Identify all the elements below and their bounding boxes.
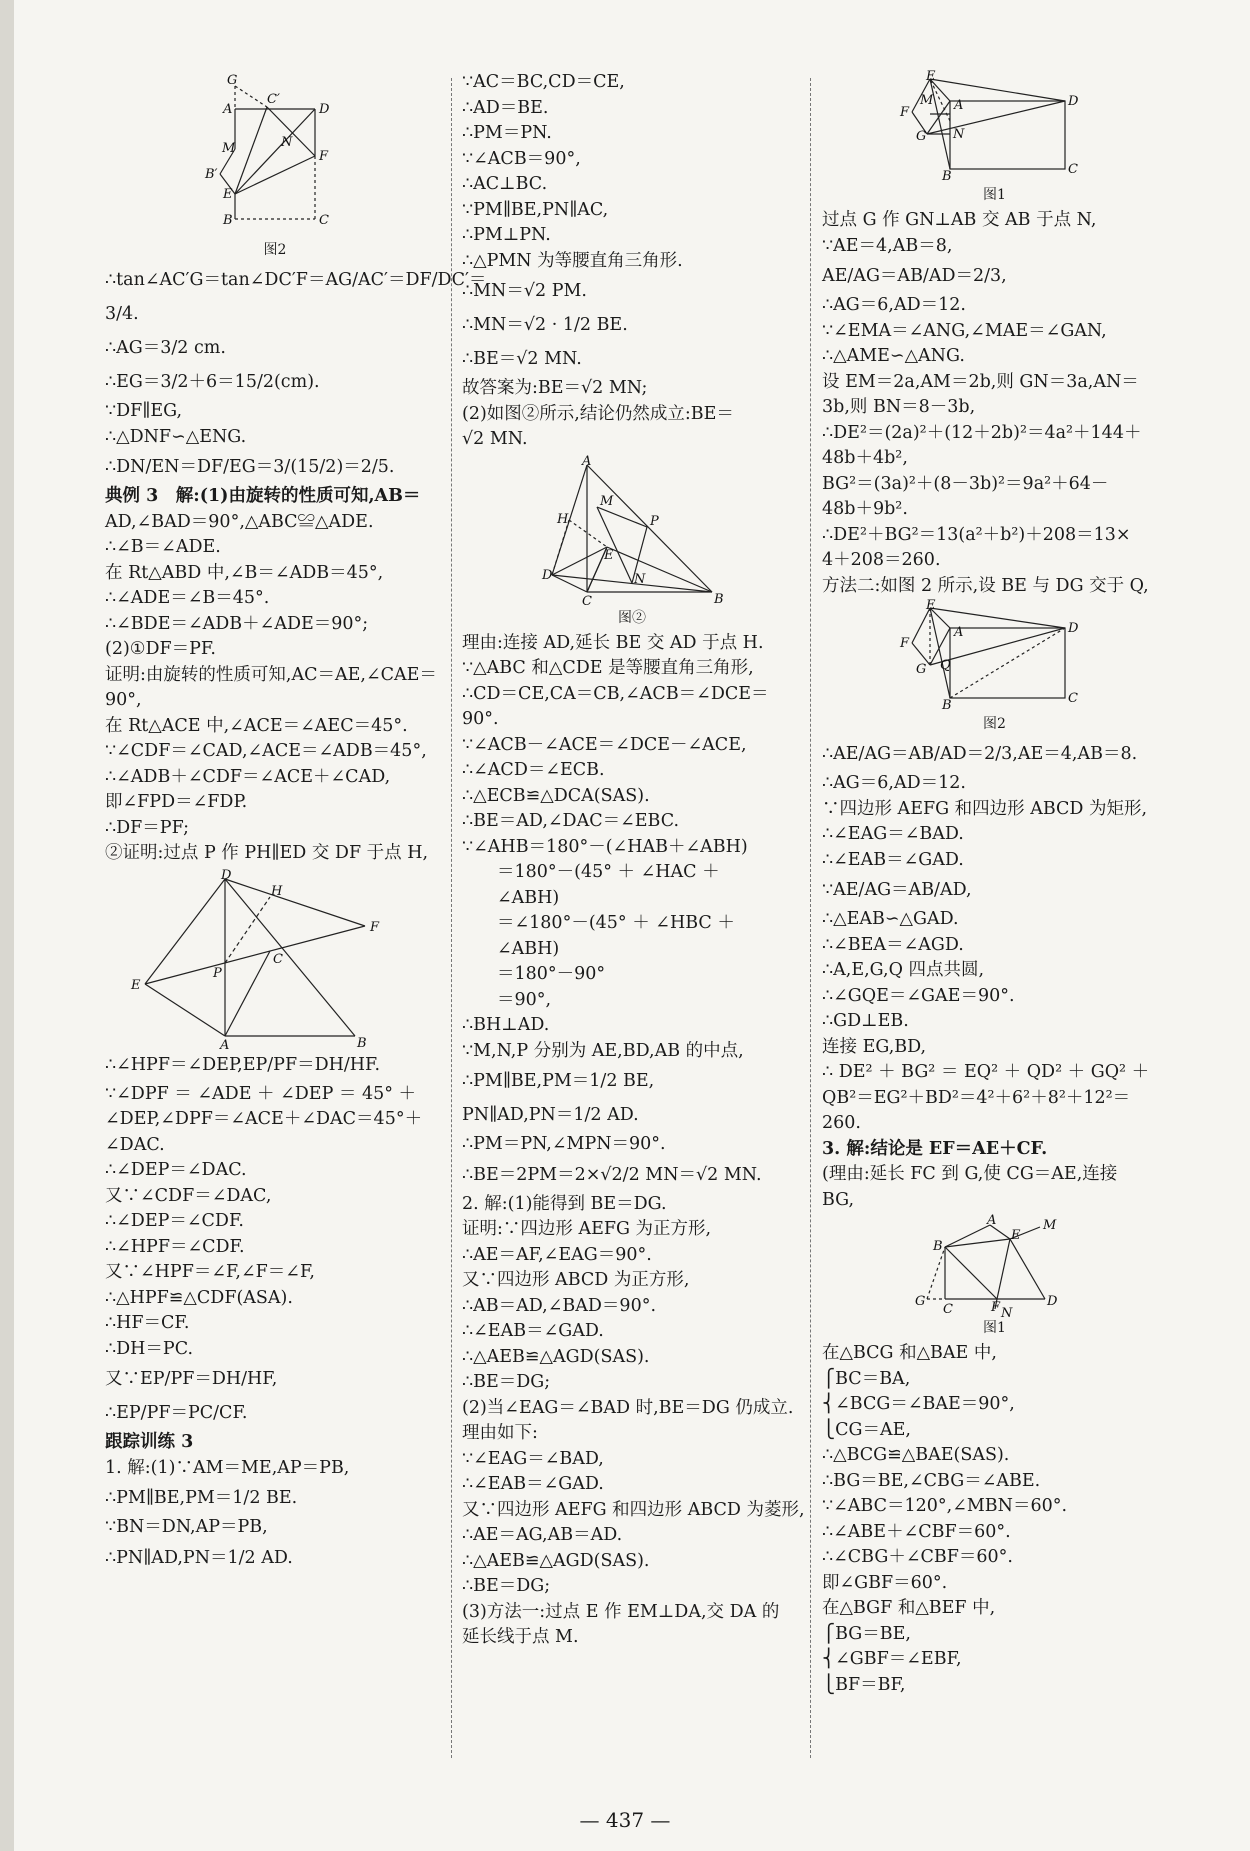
label-N: N — [952, 127, 964, 142]
text-line: 48b＋4b², — [822, 448, 908, 468]
text-line: ∴△DNF∽△ENG. — [105, 426, 247, 447]
page-edge-shadow — [0, 0, 14, 1851]
text-line: (2)当∠EAG＝∠BAD 时,BE＝DG 仍成立. — [462, 1397, 794, 1418]
text-line: ∠ABH) — [462, 887, 560, 908]
label-G: G — [915, 662, 926, 677]
text-line: 又∵∠HPF＝∠F,∠F＝∠F, — [105, 1262, 315, 1282]
text-line: ∴DE²＝(2a)²＋(12＋2b)²＝4a²＋144＋ — [822, 422, 1142, 443]
label-E: E — [131, 977, 141, 993]
figure-caption: 图1 — [983, 187, 1006, 203]
text-line: ＝180°－90° — [462, 964, 606, 984]
text-line: ∴△AME∽△ANG. — [822, 346, 965, 366]
text-line: ＝180°－(45° ＋ ∠HAC ＋ — [462, 862, 720, 882]
text-line: AE/AG＝AB/AD＝2/3, — [822, 266, 1007, 286]
label-D: D — [221, 867, 232, 883]
text-line: ∴A,E,G,Q 四点共圆, — [822, 960, 985, 980]
text-line: ∴DE²＋BG²＝13(a²＋b²)＋208＝13× — [822, 524, 1131, 545]
text-line: ∴△ECB≌△DCA(SAS). — [462, 785, 650, 806]
label-E: E — [925, 69, 935, 84]
text-line: ∵∠ACB＝90°, — [462, 148, 581, 169]
text-line: 方法二:如图 2 所示,设 BE 与 DG 交于 Q, — [822, 575, 1149, 596]
text-line: ∴△PMN 为等腰直角三角形. — [462, 250, 683, 271]
text-line: 3. 解:结论是 EF＝AE＋CF. — [822, 1138, 1048, 1159]
text-line: 又∵四边形 AEFG 和四边形 ABCD 为菱形, — [462, 1499, 805, 1520]
label-B: B — [357, 1035, 367, 1051]
text-line: 48b＋9b². — [822, 499, 908, 519]
label-F: F — [990, 1300, 1000, 1315]
text-line: ∴∠ACD＝∠ECB. — [462, 760, 605, 780]
label-C-prime: C′ — [267, 92, 280, 107]
label-M: M — [600, 493, 614, 509]
text-line: 1. 解:(1)∵AM＝ME,AP＝PB, — [105, 1457, 350, 1478]
text-line: ∴BE＝√2 MN. — [462, 349, 582, 369]
text-line: ∵DF∥EG, — [105, 401, 183, 421]
text-line: ∴∠DEP＝∠DAC. — [105, 1160, 247, 1180]
label-G: G — [227, 73, 238, 88]
label-C: C — [319, 213, 329, 228]
text-line: ∠DEP,∠DPF＝∠ACE＋∠DAC＝45°＋ — [105, 1109, 423, 1129]
text-line: 又∵EP/PF＝DH/HF, — [105, 1369, 278, 1389]
figure-2-left — [205, 74, 345, 239]
text-line: ∵∠CDF＝∠CAD,∠ACE＝∠ADB＝45°, — [105, 741, 427, 761]
text-line: PN∥AD,PN＝1/2 AD. — [462, 1105, 639, 1125]
label-M: M — [919, 93, 933, 108]
text-line: 过点 G 作 GN⊥AB 交 AB 于点 N, — [822, 210, 1097, 230]
label-E: E — [604, 547, 614, 563]
label-A: A — [986, 1213, 996, 1228]
label-N: N — [634, 571, 646, 587]
text-line: 理由:连接 AD,延长 BE 交 AD 于点 H. — [462, 632, 764, 653]
figure-1-right — [899, 69, 1090, 184]
label-P: P — [650, 513, 659, 529]
text-line: ∴BE＝DG; — [462, 1372, 551, 1392]
text-line: ∴AE＝AF,∠EAG＝90°. — [462, 1244, 652, 1265]
text-line: ∠DAC. — [105, 1134, 165, 1155]
text-line: ∠ABH) — [462, 938, 560, 959]
text-line: AD,∠BAD＝90°,△ABC≌△ADE. — [105, 511, 374, 532]
label-A: A — [223, 102, 233, 117]
label-E: E — [925, 598, 935, 613]
text-line: ∴AG＝6,AD＝12. — [822, 773, 966, 793]
text-line: 3b,则 BN＝8－3b, — [822, 397, 976, 417]
text-line: ∴△EAB∽△GAD. — [822, 909, 959, 929]
label-B: B — [932, 1239, 943, 1254]
text-line: ∴∠HPF＝∠DEP,EP/PF＝DH/HF. — [105, 1054, 381, 1075]
text-line: ⎧BG＝BE, — [822, 1623, 911, 1644]
text-line: ⎨∠GBF＝∠EBF, — [822, 1649, 962, 1669]
text-line: 90°, — [105, 690, 142, 710]
text-line: 在 Rt△ACE 中,∠ACE＝∠AEC＝45°. — [105, 715, 408, 736]
text-line: ∴tan∠AC′G＝tan∠DC′F＝AG/AC′＝DF/DC′＝ — [105, 270, 487, 290]
text-line: ∵∠ACB－∠ACE＝∠DCE－∠ACE, — [462, 734, 747, 755]
label-B: B — [941, 169, 952, 184]
label-D: D — [542, 567, 553, 583]
figure-caption: 图1 — [983, 1320, 1006, 1336]
text-line: 在△BCG 和△BAE 中, — [822, 1343, 997, 1363]
label-D: D — [1067, 94, 1078, 109]
text-line: ⎨∠BCG＝∠BAE＝90°, — [822, 1394, 1015, 1414]
text-line: ∴DN/EN＝DF/EG＝3/(15/2)＝2/5. — [105, 457, 395, 477]
text-line: (2)如图②所示,结论仍然成立:BE＝ — [462, 403, 734, 424]
text-line: 即∠GBF＝60°. — [822, 1572, 948, 1593]
text-line: 连接 EG,BD, — [822, 1036, 927, 1057]
text-line: 在 Rt△ABD 中,∠B＝∠ADB＝45°, — [105, 562, 384, 583]
text-line: ⎩BF＝BF, — [822, 1674, 906, 1695]
label-A: A — [953, 625, 963, 640]
label-E: E — [223, 187, 233, 202]
text-line: ∴PN∥AD,PN＝1/2 AD. — [105, 1547, 293, 1568]
text-line: ∵AE＝4,AB＝8, — [822, 235, 953, 256]
text-line: ∵∠AHB＝180°－(∠HAB＋∠ABH) — [462, 836, 748, 857]
text-line: ＝90°, — [462, 989, 552, 1010]
text-line: ∴PM⊥PN. — [462, 225, 551, 245]
text-line: ∵BN＝DN,AP＝PB, — [105, 1517, 268, 1537]
label-D: D — [1046, 1294, 1057, 1309]
label-F: F — [370, 919, 380, 935]
text-line: ∴∠EAG＝∠BAD. — [822, 824, 964, 844]
figure-caption: 图2 — [983, 716, 1006, 732]
text-line: 4＋208＝260. — [822, 550, 941, 570]
text-line: ∴∠HPF＝∠CDF. — [105, 1236, 245, 1257]
text-line: ∴BE＝AD,∠DAC＝∠EBC. — [462, 811, 680, 831]
text-line: ＝∠180°－(45° ＋ ∠HBC ＋ — [462, 913, 735, 933]
label-C: C — [273, 951, 283, 967]
figure-caption: 图② — [618, 609, 646, 626]
text-line: BG, — [822, 1189, 855, 1210]
figure-1-bottom — [905, 1213, 1085, 1321]
column-1 — [105, 70, 487, 1575]
label-H: H — [271, 883, 283, 899]
text-line: 即∠FPD＝∠FDP. — [105, 792, 248, 812]
label-C: C — [1067, 691, 1078, 706]
text-line: ∴AB＝AD,∠BAD＝90°. — [462, 1295, 657, 1316]
text-line: ∴AE＝AG,AB＝AD. — [462, 1525, 623, 1545]
text-line: ∴BE＝DG; — [462, 1576, 551, 1596]
text-line: (2)①DF＝PF. — [105, 639, 216, 659]
label-A: A — [953, 98, 963, 113]
label-B-prime: B′ — [205, 167, 218, 182]
text-line: ∴CD＝CE,CA＝CB,∠ACB＝∠DCE＝ — [462, 683, 769, 704]
text-line: 3/4. — [105, 304, 139, 324]
text-line: ∴PM∥BE,PM＝1/2 BE. — [105, 1488, 298, 1508]
text-line: ∵AC＝BC,CD＝CE, — [462, 72, 625, 92]
text-line: ∴AD＝BE. — [462, 97, 549, 118]
text-line: ∴ DE² ＋ BG² ＝ EQ² ＋ QD² ＋ GQ² ＋ — [822, 1062, 1150, 1082]
figure-caption: 图2 — [263, 242, 287, 258]
text-line: BG²＝(3a)²＋(8－3b)²＝9a²＋64－ — [822, 473, 1109, 494]
label-H: H — [557, 511, 569, 527]
text-line: 证明:∵四边形 AEFG 为正方形, — [462, 1219, 712, 1239]
text-line: ∴△AEB≌△AGD(SAS). — [462, 1346, 650, 1367]
page-number: — 437 — — [579, 1808, 671, 1832]
text-line: ∴GD⊥EB. — [822, 1011, 909, 1031]
text-line: 故答案为:BE＝√2 MN; — [462, 378, 648, 398]
text-line: ∴AC⊥BC. — [462, 174, 548, 194]
example-heading: 典例 3 解:(1)由旋转的性质可知,AB＝ — [105, 486, 421, 506]
text-line: 260. — [822, 1113, 861, 1133]
text-line: ∴∠B＝∠ADE. — [105, 537, 221, 557]
label-N: N — [281, 135, 293, 150]
text-line: ∵PM∥BE,PN∥AC, — [462, 199, 609, 220]
label-N: N — [1000, 1306, 1012, 1321]
label-B: B — [941, 698, 952, 713]
label-C: C — [1067, 162, 1078, 177]
text-line: ∵∠EMA＝∠ANG,∠MAE＝∠GAN, — [822, 320, 1107, 341]
text-line: ∴∠EAB＝∠GAD. — [462, 1321, 604, 1341]
text-line: ∴PM＝PN. — [462, 123, 552, 143]
text-line: ∴PM∥BE,PM＝1/2 BE, — [462, 1071, 655, 1091]
text-line: ∴PM＝PN,∠MPN＝90°. — [462, 1134, 666, 1154]
label-A: A — [220, 1037, 230, 1053]
text-line: ∴△AEB≌△AGD(SAS). — [462, 1550, 650, 1571]
text-line: ∵四边形 AEFG 和四边形 ABCD 为矩形, — [822, 798, 1148, 819]
text-line: ∴AG＝6,AD＝12. — [822, 295, 966, 315]
label-P: P — [213, 965, 222, 981]
label-C: C — [942, 1302, 953, 1317]
text-line: ∴AE/AG＝AB/AD＝2/3,AE＝4,AB＝8. — [822, 744, 1138, 764]
text-line: 又∵∠CDF＝∠DAC, — [105, 1185, 272, 1206]
figure-triangle-pe — [125, 867, 425, 1053]
figure-2-circled — [542, 453, 724, 609]
label-F: F — [899, 636, 909, 651]
text-line: (理由:延长 FC 到 G,使 CG＝AE,连接 — [822, 1164, 1118, 1184]
text-line: ∵M,N,P 分别为 AE,BD,AB 的中点, — [462, 1040, 744, 1061]
text-line: ∴∠ADE＝∠B＝45°. — [105, 588, 270, 608]
text-line: ∴∠ADB＋∠CDF＝∠ACE＋∠CAD, — [105, 766, 391, 787]
text-line: ∴BG＝BE,∠CBG＝∠ABE. — [822, 1470, 1041, 1491]
text-line: ∴∠DEP＝∠CDF. — [105, 1211, 244, 1231]
text-line: ∴∠EAB＝∠GAD. — [462, 1474, 604, 1494]
text-line: ∵∠DPF ＝ ∠ADE ＋ ∠DEP ＝ 45° ＋ — [105, 1083, 417, 1104]
label-A: A — [582, 453, 592, 469]
text-line: ∵∠ABC＝120°,∠MBN＝60°. — [822, 1496, 1068, 1516]
label-D: D — [319, 102, 330, 117]
column-divider — [810, 78, 811, 1758]
text-line: ∴△BCG≌△BAE(SAS). — [822, 1445, 1010, 1465]
label-G: G — [915, 129, 926, 144]
text-line: ∴EP/PF＝PC/CF. — [105, 1403, 248, 1423]
text-line: √2 MN. — [462, 429, 528, 449]
text-line: ∵AE/AG＝AB/AD, — [822, 880, 972, 900]
label-B: B — [714, 591, 724, 607]
practice-heading: 跟踪训练 3 — [105, 1432, 194, 1452]
text-line: ∴AG＝3/2 cm. — [105, 338, 226, 358]
column-divider — [451, 78, 452, 1758]
text-line: ∴DF＝PF; — [105, 817, 189, 838]
text-line: 证明:由旋转的性质可知,AC＝AE,∠CAE＝ — [105, 664, 437, 685]
text-line: 设 EM＝2a,AM＝2b,则 GN＝3a,AN＝ — [822, 371, 1139, 392]
text-line: ∴MN＝√2 PM. — [462, 281, 587, 301]
label-M: M — [222, 141, 236, 156]
text-line: 90°. — [462, 709, 499, 729]
text-line: ∴HF＝CF. — [105, 1313, 190, 1333]
column-2 — [462, 70, 805, 1651]
text-line: (3)方法一:过点 E 作 EM⊥DA,交 DA 的 — [462, 1601, 780, 1622]
text-line: ∵△ABC 和△CDE 是等腰直角三角形, — [462, 658, 754, 678]
text-line: 2. 解:(1)能得到 BE＝DG. — [462, 1193, 667, 1214]
text-line: ∴BH⊥AD. — [462, 1015, 550, 1035]
text-line: 理由如下: — [462, 1423, 538, 1443]
label-B: B — [223, 213, 233, 228]
label-Q: Q — [939, 658, 951, 673]
column-3 — [822, 70, 1167, 1698]
label-E: E — [1010, 1228, 1020, 1243]
label-F: F — [319, 149, 329, 164]
text-line: ∴△HPF≌△CDF(ASA). — [105, 1287, 293, 1308]
text-line: QB²＝EG²＋BD²＝4²＋6²＋8²＋12²＝ — [822, 1087, 1131, 1108]
text-line: ⎩CG＝AE, — [822, 1419, 911, 1440]
text-line: ②证明:过点 P 作 PH∥ED 交 DF 于点 H, — [105, 843, 429, 863]
text-line: ∵∠EAG＝∠BAD, — [462, 1448, 604, 1469]
text-line: ∴BE＝2PM＝2×√2/2 MN＝√2 MN. — [462, 1164, 762, 1185]
text-line: 在△BGF 和△BEF 中, — [822, 1598, 996, 1618]
label-D: D — [1067, 621, 1078, 636]
text-line: 延长线于点 M. — [462, 1627, 579, 1647]
text-line: ∴∠CBG＋∠CBF＝60°. — [822, 1547, 1013, 1567]
text-line: ∴∠BDE＝∠ADB＋∠ADE＝90°; — [105, 613, 369, 634]
label-C: C — [582, 593, 592, 609]
text-line: 又∵四边形 ABCD 为正方形, — [462, 1270, 690, 1290]
text-line: ∴MN＝√2 · 1/2 BE. — [462, 315, 628, 335]
text-line: ∴DH＝PC. — [105, 1338, 194, 1359]
text-line: ∴∠GQE＝∠GAE＝90°. — [822, 985, 1015, 1006]
text-line: ∴EG＝3/2＋6＝15/2(cm). — [105, 372, 320, 392]
label-F: F — [899, 105, 909, 120]
text-line: ∴∠ABE＋∠CBF＝60°. — [822, 1521, 1011, 1542]
text-line: ∴∠BEA＝∠AGD. — [822, 934, 964, 955]
label-M: M — [1042, 1218, 1056, 1233]
label-G: G — [914, 1294, 925, 1309]
text-line: ⎧BC＝BA, — [822, 1368, 911, 1389]
text-line: ∴∠EAB＝∠GAD. — [822, 849, 964, 870]
figure-2-right — [899, 598, 1090, 713]
